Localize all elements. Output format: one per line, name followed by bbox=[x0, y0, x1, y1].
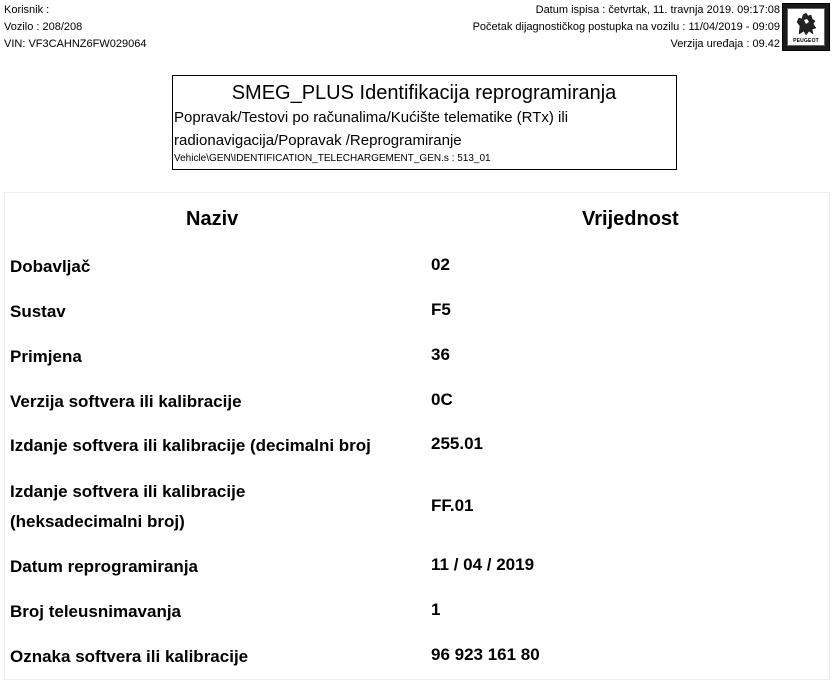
print-date: Datum ispisa : četvrtak, 11. travnja 2019. 09:17:08 bbox=[535, 4, 780, 16]
title-subtitle-line2: radionavigacija/Popravak /Reprogramiranje bbox=[174, 132, 462, 149]
page-title: SMEG_PLUS Identifikacija reprogramiranja bbox=[231, 82, 617, 104]
column-header-name: Naziv bbox=[186, 208, 239, 230]
logo-wordmark: PEUGEOT bbox=[793, 38, 819, 44]
row-value: 02 bbox=[431, 255, 450, 274]
title-subtitle-line1: Popravak/Testovi po računalima/Kućište telematike (RTx) ili bbox=[174, 109, 569, 126]
row-value: 96 923 161 80 bbox=[431, 645, 540, 664]
vehicle-label: Vozilo : 208/208 bbox=[4, 21, 83, 33]
peugeot-logo bbox=[782, 3, 830, 51]
header-right bbox=[473, 2, 780, 53]
row-name: Datum reprogramiranja bbox=[10, 557, 198, 576]
device-version: Verzija uređaja : 09.42 bbox=[670, 38, 780, 50]
row-name: Izdanje softvera ili kalibracije (decimalni broj bbox=[10, 436, 371, 455]
row-value: 1 bbox=[431, 600, 441, 619]
row-value: 11 / 04 / 2019 bbox=[431, 555, 535, 574]
row-value: 255.01 bbox=[431, 434, 483, 453]
script-path: Vehicle\GEN\IDENTIFICATION_TELECHARGEMENT_GEN.s : 513_01 bbox=[174, 153, 491, 164]
diagnostic-start: Početak dijagnostičkog postupka na vozilu : 11/04/2019 - 09:09 bbox=[472, 21, 780, 33]
row-value: 0C bbox=[431, 390, 453, 409]
row-value: F5 bbox=[431, 300, 451, 319]
title-box bbox=[172, 75, 677, 170]
user-label: Korisnik : bbox=[4, 4, 50, 16]
row-name: Sustav bbox=[10, 302, 66, 321]
row-name: Verzija softvera ili kalibracije bbox=[10, 392, 242, 411]
row-value: FF.01 bbox=[431, 496, 474, 515]
row-name: Broj teleusnimavanja bbox=[10, 602, 182, 621]
vin-label: VIN: VF3CAHNZ6FW029064 bbox=[4, 38, 147, 50]
header-left bbox=[4, 2, 146, 53]
row-name-line1: Izdanje softvera ili kalibracije bbox=[10, 482, 246, 501]
row-name: Primjena bbox=[10, 347, 82, 366]
row-name: Dobavljač bbox=[10, 257, 91, 276]
lion-emblem-icon bbox=[787, 8, 825, 46]
row-name: Oznaka softvera ili kalibracije bbox=[10, 647, 249, 666]
row-value: 36 bbox=[431, 345, 450, 364]
column-header-value: Vrijednost bbox=[582, 208, 679, 230]
row-name-line2: (heksadecimalni broj) bbox=[10, 512, 185, 531]
